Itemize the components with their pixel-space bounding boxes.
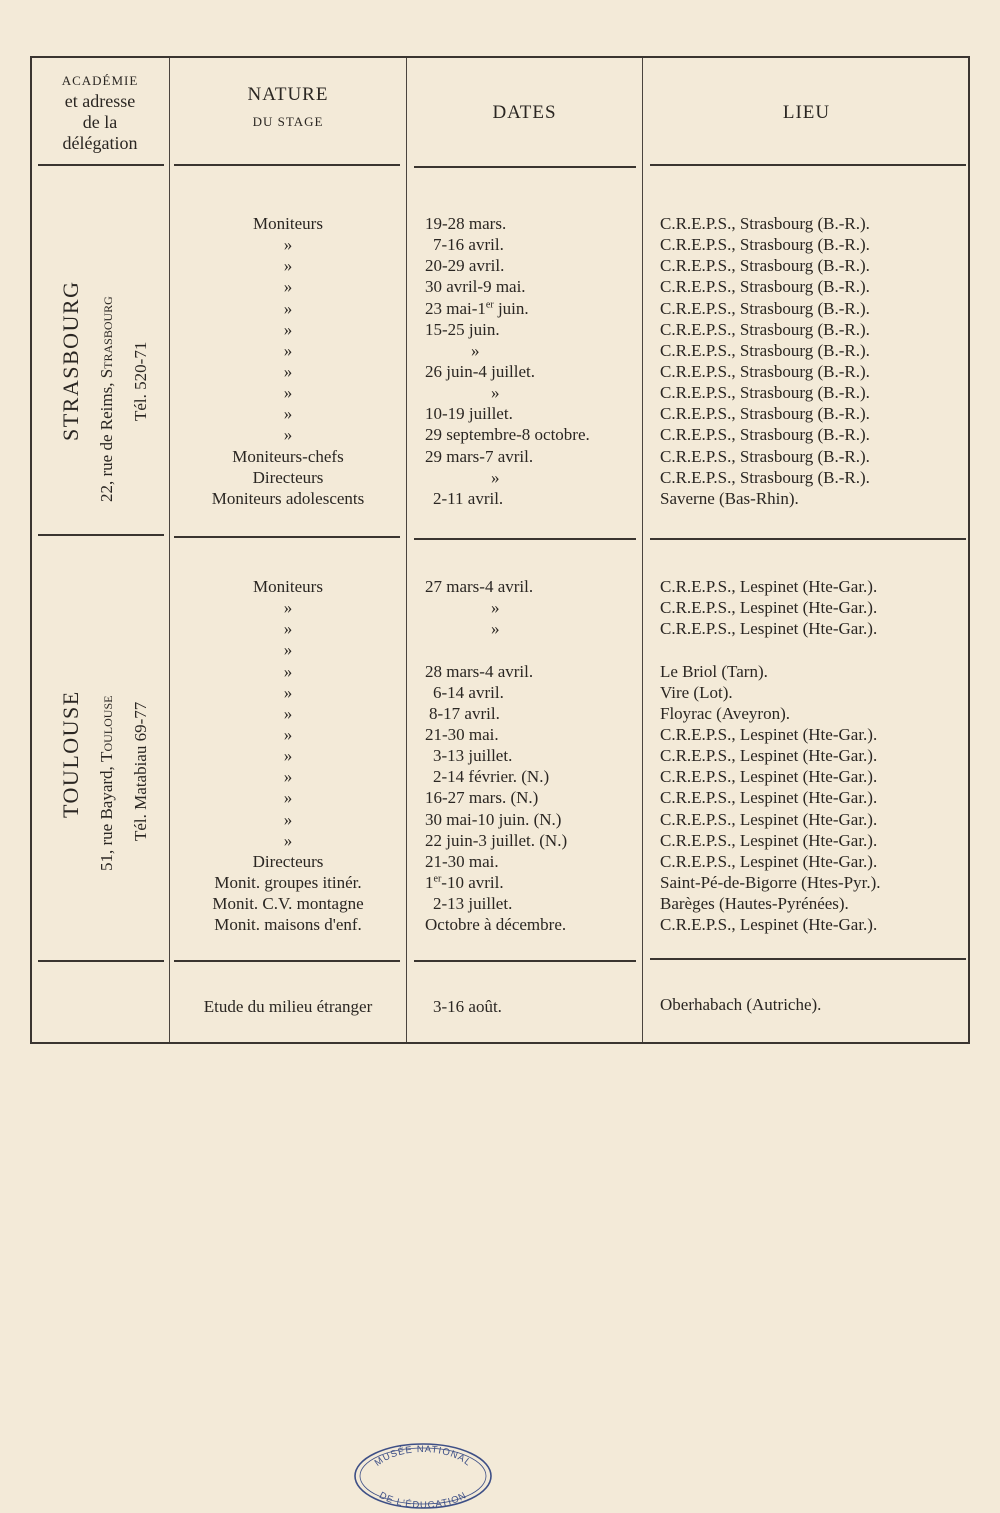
list-item: C.R.E.P.S., Lespinet (Hte-Gar.). bbox=[660, 619, 878, 639]
list-item: 6-14 avril. bbox=[433, 682, 504, 702]
list-item: C.R.E.P.S., Strasbourg (B.-R.). bbox=[660, 446, 870, 466]
list-item: Barèges (Hautes-Pyrénées). bbox=[660, 894, 849, 914]
list-item: C.R.E.P.S., Strasbourg (B.-R.). bbox=[660, 361, 870, 381]
header-rule bbox=[38, 164, 164, 166]
strasbourg-dates-list bbox=[425, 213, 639, 509]
section-rule bbox=[650, 958, 966, 960]
header-academie bbox=[32, 70, 168, 154]
list-item: 29 mars-7 avril. bbox=[425, 446, 534, 466]
list-item: 20-29 avril. bbox=[425, 256, 505, 276]
list-item: Directeurs bbox=[252, 467, 324, 487]
list-item: » bbox=[283, 425, 293, 445]
list-item: » bbox=[283, 724, 293, 744]
list-item: » bbox=[283, 383, 293, 403]
header-academie-line: ACADÉMIE bbox=[61, 73, 139, 88]
list-item: Floyrac (Aveyron). bbox=[660, 703, 790, 723]
toulouse-tel: Tél. Matabiau 69-77 bbox=[131, 701, 150, 841]
list-item: » bbox=[491, 467, 500, 487]
list-item: 2-14 février. (N.) bbox=[433, 767, 550, 787]
list-item: Le Briol (Tarn). bbox=[660, 661, 768, 681]
list-item: » bbox=[283, 404, 293, 424]
list-item: C.R.E.P.S., Strasbourg (B.-R.). bbox=[660, 425, 870, 445]
section-rule bbox=[174, 536, 400, 538]
list-item: » bbox=[283, 319, 293, 339]
list-item: C.R.E.P.S., Strasbourg (B.-R.). bbox=[660, 404, 870, 424]
list-item: 29 septembre-8 octobre. bbox=[425, 425, 590, 445]
list-item: 7-16 avril. bbox=[433, 235, 504, 255]
header-nature-sub: DU STAGE bbox=[252, 114, 324, 129]
list-item: 23 mai-1er juin. bbox=[425, 298, 529, 318]
list-item: 22 juin-3 juillet. (N.) bbox=[425, 830, 568, 850]
list-item: 27 mars-4 avril. bbox=[425, 577, 534, 596]
list-item: 30 mai-10 juin. (N.) bbox=[425, 809, 562, 829]
list-item: 8-17 avril. bbox=[429, 703, 500, 723]
list-item: C.R.E.P.S., Lespinet (Hte-Gar.). bbox=[660, 577, 878, 596]
list-item: Monit. groupes itinér. bbox=[214, 872, 362, 892]
section-rule bbox=[38, 534, 164, 536]
header-rule bbox=[174, 164, 400, 166]
list-item: » bbox=[283, 256, 293, 276]
strasbourg-city-small: Strasbourg bbox=[97, 296, 116, 379]
strasbourg-lieu-list bbox=[660, 213, 966, 509]
list-item: Moniteurs adolescents bbox=[211, 488, 365, 508]
header-dates: DATES bbox=[492, 102, 557, 123]
section-rule bbox=[174, 960, 400, 962]
column-divider bbox=[406, 58, 407, 1042]
header-academie-line: et adresse bbox=[64, 91, 136, 111]
list-item: 30 avril-9 mai. bbox=[425, 277, 526, 297]
list-item: Moniteurs-chefs bbox=[232, 446, 344, 466]
list-item: » bbox=[283, 235, 293, 255]
toulouse-lieu-list bbox=[660, 576, 966, 935]
etranger-lieu: Oberhabach (Autriche). bbox=[660, 995, 822, 1014]
strasbourg-nature-list bbox=[172, 213, 404, 509]
stamp-top-text: MUSÉE NATIONAL bbox=[372, 1443, 474, 1469]
stages-table bbox=[30, 56, 970, 1044]
list-item: » bbox=[491, 619, 500, 639]
list-item: C.R.E.P.S., Strasbourg (B.-R.). bbox=[660, 277, 870, 297]
list-item: 2-13 juillet. bbox=[433, 894, 513, 914]
list-item: Moniteurs bbox=[253, 577, 323, 596]
list-item: » bbox=[471, 340, 480, 360]
list-item: » bbox=[283, 340, 293, 360]
header-academie-line: de la bbox=[82, 112, 118, 132]
list-item: » bbox=[283, 767, 293, 787]
list-item: 26 juin-4 juillet. bbox=[425, 361, 536, 381]
toulouse-dates-list bbox=[425, 576, 639, 935]
toulouse-city: TOULOUSE bbox=[58, 690, 83, 818]
column-divider bbox=[642, 58, 643, 1042]
list-item: C.R.E.P.S., Strasbourg (B.-R.). bbox=[660, 340, 870, 360]
strasbourg-tel: Tél. 520-71 bbox=[131, 341, 150, 421]
svg-text:MUSÉE NATIONAL bbox=[373, 1444, 474, 1469]
list-item: 1er-10 avril. bbox=[425, 872, 504, 892]
list-item: C.R.E.P.S., Lespinet (Hte-Gar.). bbox=[660, 788, 878, 808]
strasbourg-address: 22, rue de Reims, Strasbourg bbox=[97, 296, 116, 502]
museum-stamp-icon bbox=[352, 1440, 494, 1510]
list-item: C.R.E.P.S., Strasbourg (B.-R.). bbox=[660, 319, 870, 339]
svg-text:DE L'ÉDUCATION bbox=[377, 1490, 469, 1510]
list-item: » bbox=[283, 830, 293, 850]
list-item: C.R.E.P.S., Strasbourg (B.-R.). bbox=[660, 467, 870, 487]
column-divider bbox=[169, 58, 170, 1042]
etranger-nature: Etude du milieu étranger bbox=[203, 997, 373, 1016]
list-item: C.R.E.P.S., Lespinet (Hte-Gar.). bbox=[660, 724, 878, 744]
list-item: C.R.E.P.S., Lespinet (Hte-Gar.). bbox=[660, 830, 878, 850]
list-item: Vire (Lot). bbox=[660, 682, 733, 702]
list-item: Monit. C.V. montagne bbox=[212, 894, 364, 914]
list-item: Moniteurs bbox=[253, 214, 323, 233]
list-item: 10-19 juillet. bbox=[425, 404, 513, 424]
list-item: C.R.E.P.S., Lespinet (Hte-Gar.). bbox=[660, 767, 878, 787]
list-item: C.R.E.P.S., Strasbourg (B.-R.). bbox=[660, 298, 870, 318]
list-item: » bbox=[283, 661, 293, 681]
list-item bbox=[425, 639, 639, 660]
list-item: » bbox=[283, 619, 293, 639]
list-item: » bbox=[283, 682, 293, 702]
list-item: Monit. maisons d'enf. bbox=[214, 915, 362, 935]
toulouse-nature-list bbox=[172, 576, 404, 935]
list-item: 15-25 juin. bbox=[425, 319, 500, 339]
section-rule bbox=[38, 960, 164, 962]
header-academie-line: délégation bbox=[62, 133, 138, 153]
toulouse-address: 51, rue Bayard, Toulouse bbox=[97, 695, 116, 871]
header-nature-title: NATURE bbox=[247, 84, 329, 105]
list-item: Octobre à décembre. bbox=[425, 915, 567, 935]
section-rule bbox=[414, 538, 636, 540]
section-rule bbox=[650, 538, 966, 540]
list-item: » bbox=[491, 383, 500, 403]
header-lieu: LIEU bbox=[782, 102, 831, 123]
list-item: » bbox=[283, 640, 293, 660]
list-item: » bbox=[283, 788, 293, 808]
list-item: C.R.E.P.S., Lespinet (Hte-Gar.). bbox=[660, 746, 878, 766]
list-item: C.R.E.P.S., Lespinet (Hte-Gar.). bbox=[660, 598, 878, 618]
header-rule bbox=[414, 166, 636, 168]
list-item: C.R.E.P.S., Lespinet (Hte-Gar.). bbox=[660, 851, 878, 871]
list-item: C.R.E.P.S., Strasbourg (B.-R.). bbox=[660, 383, 870, 403]
header-rule bbox=[650, 164, 966, 166]
header-nature bbox=[170, 84, 406, 130]
list-item: 16-27 mars. (N.) bbox=[425, 788, 539, 808]
list-item: » bbox=[283, 809, 293, 829]
list-item: C.R.E.P.S., Strasbourg (B.-R.). bbox=[660, 214, 870, 233]
list-item: 21-30 mai. bbox=[425, 724, 499, 744]
list-item: 28 mars-4 avril. bbox=[425, 661, 534, 681]
list-item: Saint-Pé-de-Bigorre (Htes-Pyr.). bbox=[660, 872, 881, 892]
list-item: C.R.E.P.S., Lespinet (Hte-Gar.). bbox=[660, 915, 878, 935]
list-item: 21-30 mai. bbox=[425, 851, 499, 871]
list-item: C.R.E.P.S., Strasbourg (B.-R.). bbox=[660, 256, 870, 276]
list-item: C.R.E.P.S., Strasbourg (B.-R.). bbox=[660, 235, 870, 255]
section-rule bbox=[414, 960, 636, 962]
list-item: C.R.E.P.S., Lespinet (Hte-Gar.). bbox=[660, 809, 878, 829]
list-item: Saverne (Bas-Rhin). bbox=[660, 488, 799, 508]
list-item: » bbox=[283, 298, 293, 318]
list-item: » bbox=[283, 746, 293, 766]
toulouse-city-small: Toulouse bbox=[97, 695, 116, 762]
list-item: » bbox=[283, 598, 293, 618]
strasbourg-city: STRASBOURG bbox=[58, 280, 83, 441]
list-item: » bbox=[283, 703, 293, 723]
list-item: » bbox=[491, 598, 500, 618]
etranger-dates: 3-16 août. bbox=[433, 997, 502, 1016]
list-item: 19-28 mars. bbox=[425, 214, 507, 233]
list-item: 3-13 juillet. bbox=[433, 746, 513, 766]
list-item: 2-11 avril. bbox=[433, 488, 504, 508]
stamp-bottom-text: DE L'ÉDUCATION bbox=[377, 1489, 469, 1510]
list-item: Directeurs bbox=[252, 851, 324, 871]
list-item: » bbox=[283, 277, 293, 297]
list-item: » bbox=[283, 361, 293, 381]
list-item bbox=[660, 639, 966, 660]
